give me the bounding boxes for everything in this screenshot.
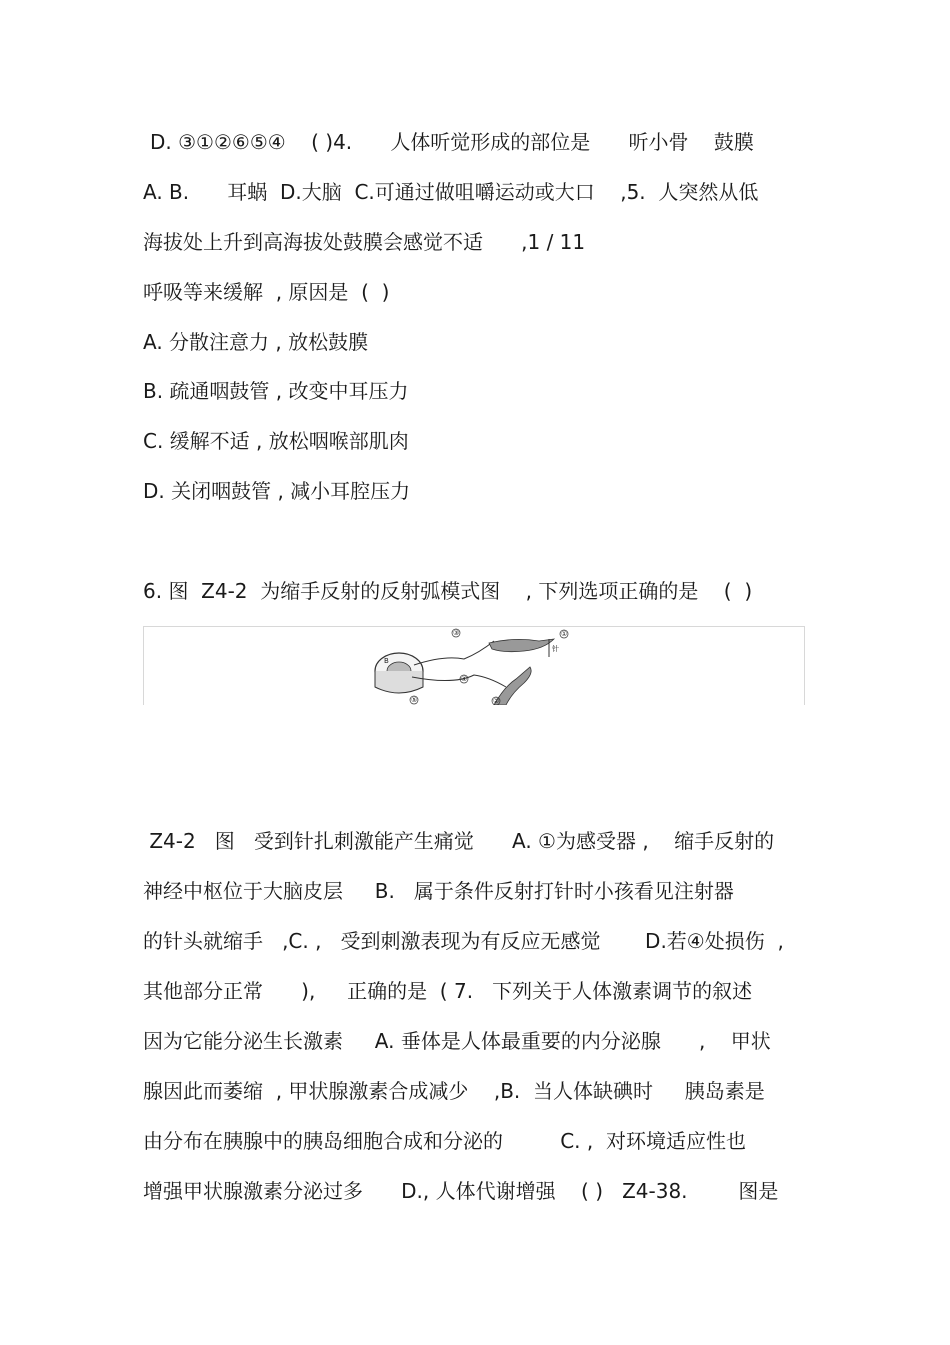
question-6: 6. 图 Z4-2 为缩手反射的反射弧模式图 , 下列选项正确的是 ( ) [143,579,753,603]
label-2: ② [493,697,500,705]
text-line-3: 海拔处上升到高海拔处鼓膜会感觉不适 ,1 / 11 [143,230,586,254]
text-line-12: 的针头就缩手 ,C. , 受到刺激表现为有反应无感觉 D.若④处损伤 , [143,929,784,953]
text-line-14: 因为它能分泌生长激素 A. 垂体是人体最重要的内分泌腺 , 甲状 [143,1029,771,1053]
text-line-13: 其他部分正常 ), 正确的是 ( 7. 下列关于人体激素调节的叙述 [143,979,753,1003]
text-line-11: 神经中枢位于大脑皮层 B. 属于条件反射打针时小孩看见注射器 [143,879,734,903]
label-4: ④ [461,675,468,683]
label-b: B [384,657,389,665]
label-1: ① [561,630,568,638]
label-3: ③ [453,629,460,637]
label-5: ⑤ [411,696,418,704]
text-line-1: D. ③①②⑥⑤④ ( )4. 人体听觉形成的部位是 听小骨 鼓膜 [150,130,754,154]
text-line-15: 腺因此而萎缩 , 甲状腺激素合成减少 ,B. 当人体缺碘时 胰岛素是 [143,1079,765,1103]
option-d: D. 关闭咽鼓管 , 减小耳腔压力 [143,479,411,503]
text-line-10: Z4-2 图 受到针扎刺激能产生痛觉 A. ①为感受器 , 缩手反射的 [143,829,775,853]
text-line-4: 呼吸等来缓解 , 原因是 ( ) [143,280,390,304]
reflex-arc-figure [143,626,805,705]
option-a: A. 分散注意力 , 放松鼓膜 [143,330,369,354]
option-b: B. 疏通咽鼓管 , 改变中耳压力 [143,379,409,403]
option-c: C. 缓解不适 , 放松咽喉部肌肉 [143,429,409,453]
label-needle: 针 [552,645,559,653]
text-line-17: 增强甲状腺激素分泌过多 D., 人体代谢增强 ( ) Z4-38. 图是 [143,1179,779,1203]
text-line-2: A. B. 耳蜗 D.大脑 C.可通过做咀嚼运动或大口 ,5. 人突然从低 [143,180,759,204]
text-line-16: 由分布在胰腺中的胰岛细胞合成和分泌的 C. , 对环境适应性也 [143,1129,746,1153]
